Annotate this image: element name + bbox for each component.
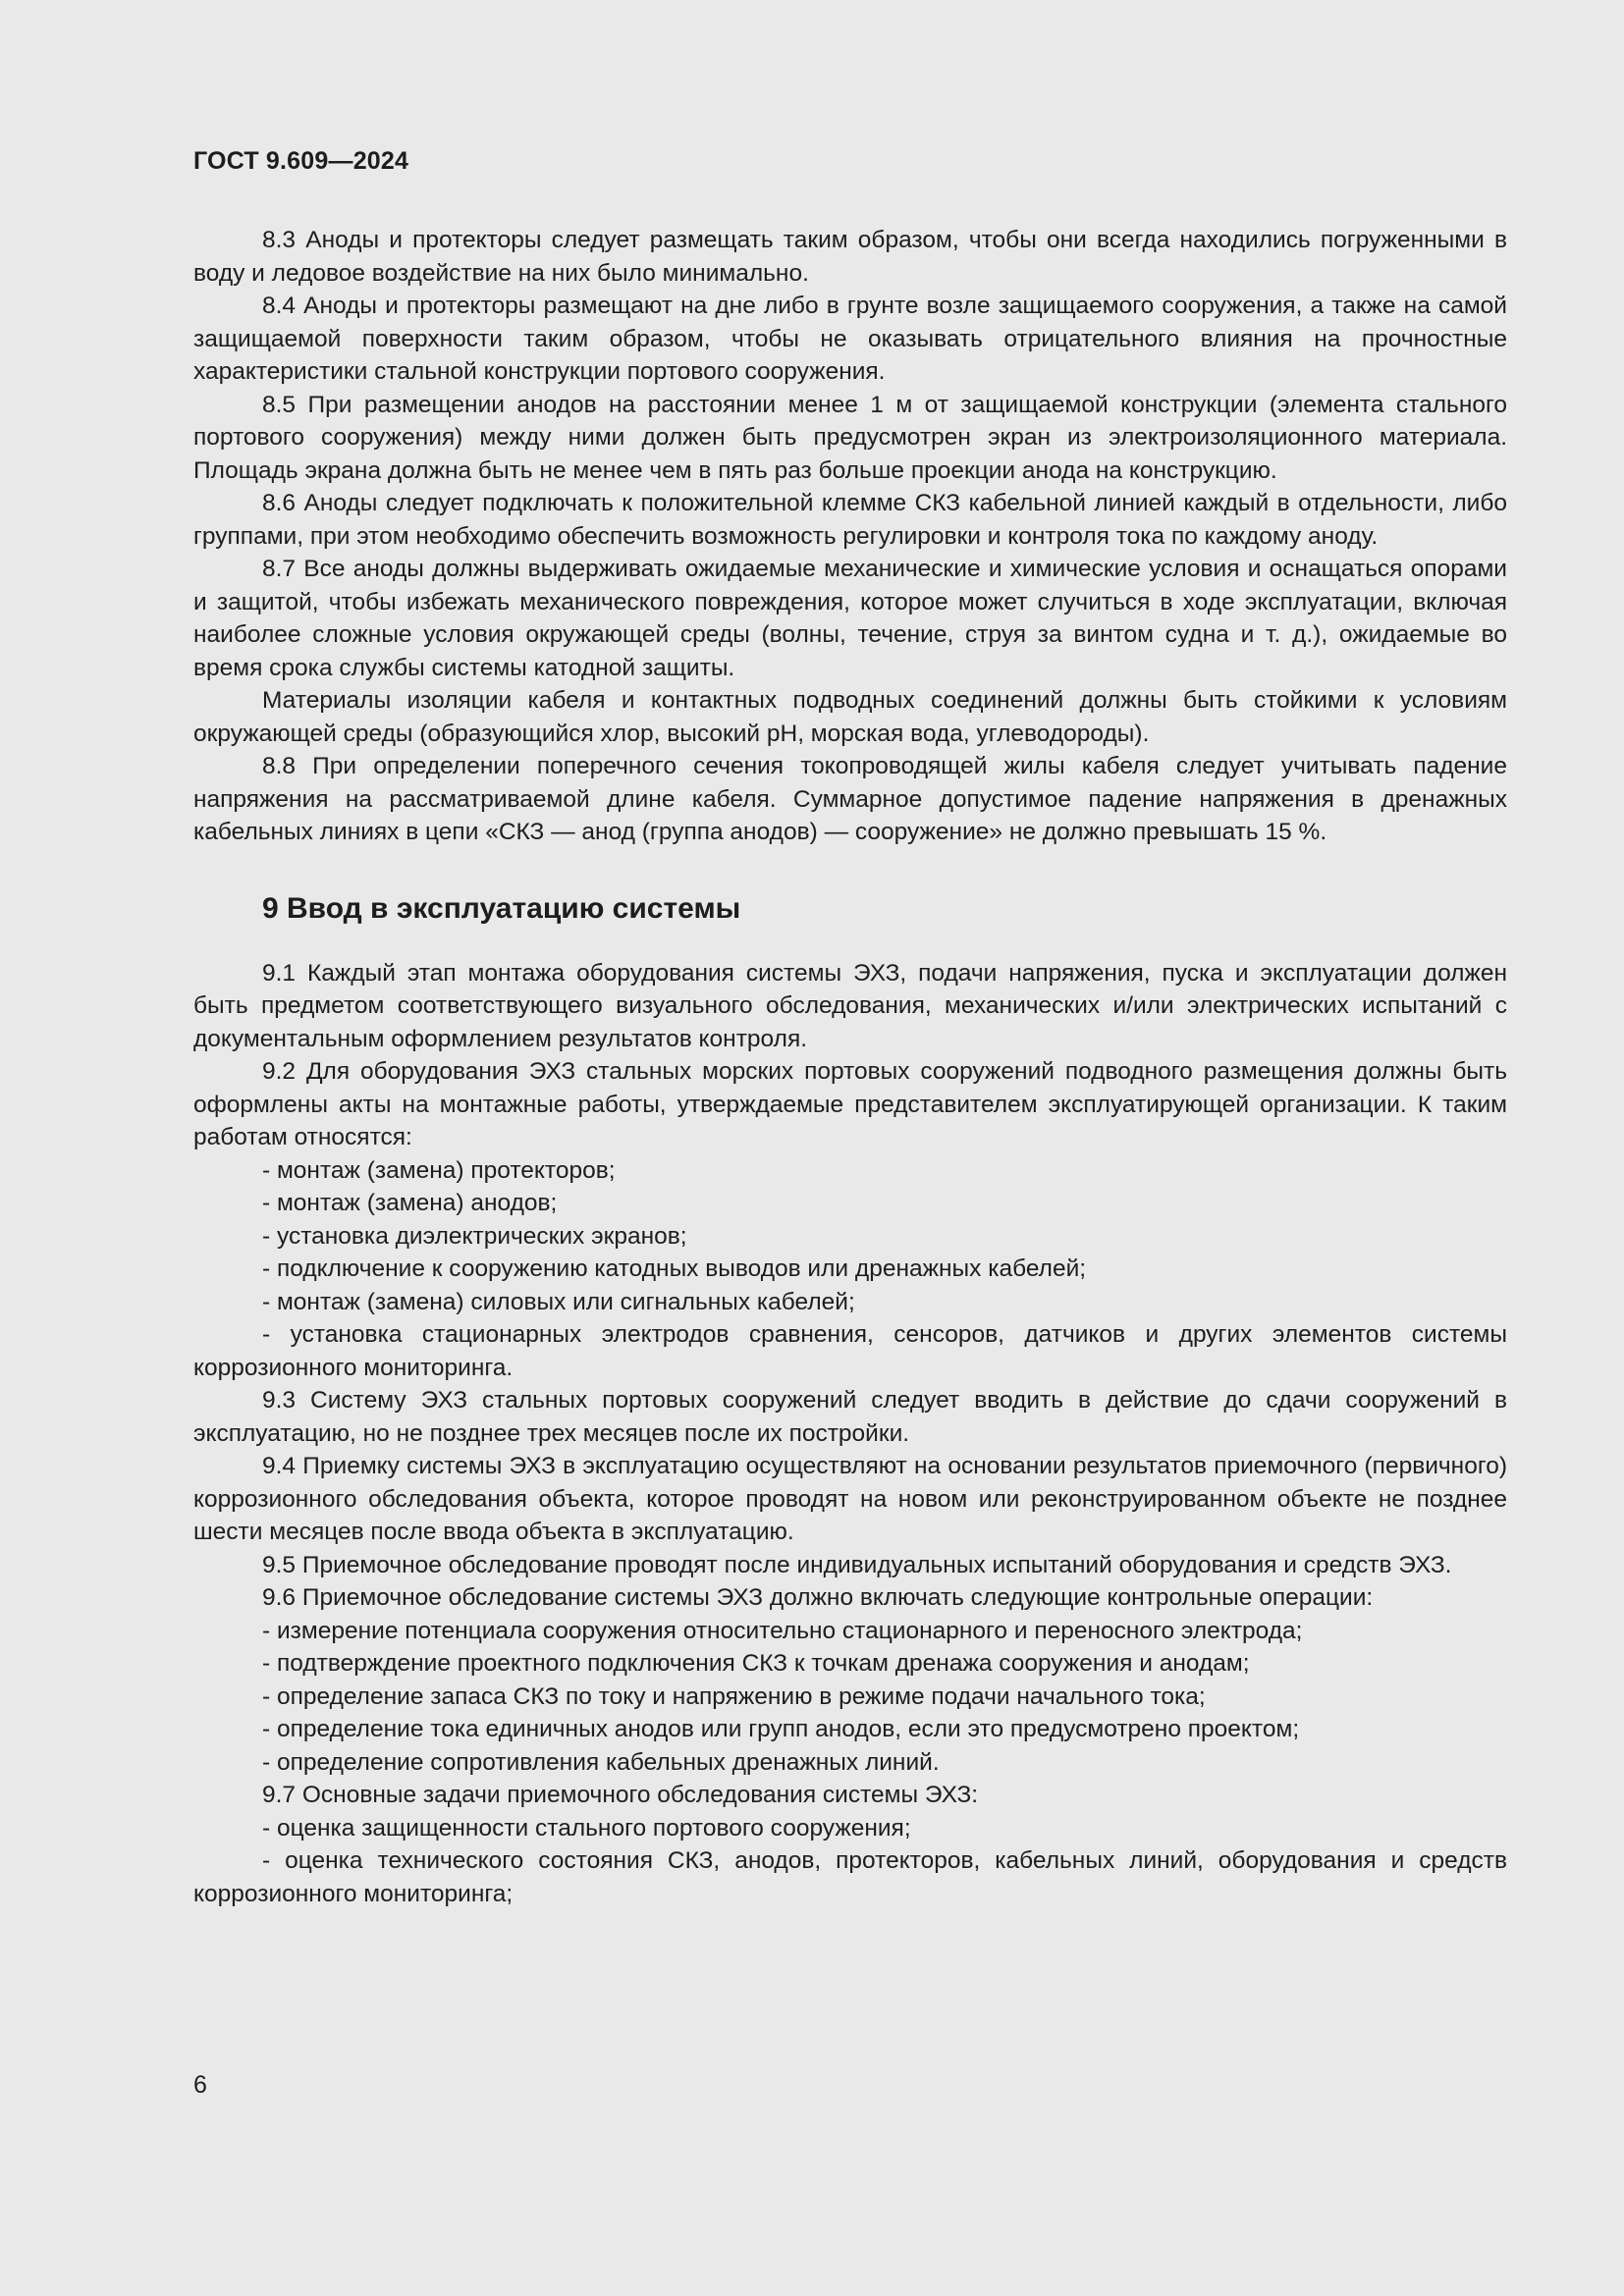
list-item: - оценка технического состояния СКЗ, анодов, протекторов, кабельных линий, оборудования и средств коррозионного мониторинга;	[193, 1847, 1507, 1907]
clause-8-3: 8.3 Аноды и протекторы следует размещать таким образом, чтобы они всегда находились погруженными в воду и ледовое воздействие на них было минимально.	[193, 227, 1507, 287]
list-item: - определение тока единичных анодов или групп анодов, если это предусмотрено проектом;	[262, 1716, 1300, 1742]
list-item: - монтаж (замена) анодов;	[262, 1190, 558, 1216]
clause-8-6: 8.6 Аноды следует подключать к положительной клемме СКЗ кабельной линией каждый в отдельности, либо группами, при этом необходимо обеспечить возможность регулировки и контроля тока по каждому аноду.	[193, 490, 1507, 550]
clause-9-2: 9.2 Для оборудования ЭХЗ стальных морских портовых сооружений подводного размещения должны быть оформлены акты на монтажные работы, утверждаемые представителем эксплуатирующей организации. К таким работам относятся:	[193, 1058, 1507, 1150]
clause-8-8: 8.8 При определении поперечного сечения токопроводящей жилы кабеля следует учитывать падение напряжения на рассматриваемой длине кабеля. Суммарное допустимое падение напряжения в дренажных кабельных линиях в цепи «СКЗ — анод (группа анодов) — сооружение» не должно превышать 15 %.	[193, 753, 1507, 845]
clause-9-5: 9.5 Приемочное обследование проводят после индивидуальных испытаний оборудования и средств ЭХЗ.	[262, 1551, 1452, 1578]
document-body	[193, 224, 1507, 1910]
list-item: - установка стационарных электродов сравнения, сенсоров, датчиков и других элементов системы коррозионного мониторинга.	[193, 1321, 1507, 1381]
list-item: - измерение потенциала сооружения относительно стационарного и переносного электрода;	[262, 1617, 1303, 1644]
list-item: - определение сопротивления кабельных дренажных линий.	[262, 1748, 940, 1776]
clause-9-3: 9.3 Систему ЭХЗ стальных портовых сооружений следует вводить в действие до сдачи сооружений в эксплуатацию, но не позднее трех месяцев после их постройки.	[193, 1387, 1507, 1447]
clause-8-4: 8.4 Аноды и протекторы размещают на дне либо в грунте возле защищаемого сооружения, а также на самой защищаемой поверхности таким образом, чтобы не оказывать отрицательного влияния на прочностные характеристики стальной конструкции портового сооружения.	[193, 293, 1507, 385]
page-number: 6	[193, 2071, 207, 2099]
list-item: - подключение к сооружению катодных выводов или дренажных кабелей;	[262, 1255, 1087, 1282]
list-item: - подтверждение проектного подключения СКЗ к точкам дренажа сооружения и анодам;	[262, 1650, 1250, 1677]
list-item: - монтаж (замена) протекторов;	[262, 1156, 616, 1184]
clause-8-5: 8.5 При размещении анодов на расстоянии менее 1 м от защищаемой конструкции (элемента стального портового сооружения) между ними должен быть предусмотрен экран из электроизоляционного материала. Площадь экрана должна быть не менее чем в пять раз больше проекции анода на конструкцию.	[193, 391, 1507, 484]
clause-9-6: 9.6 Приемочное обследование системы ЭХЗ должно включать следующие контрольные операции:	[262, 1584, 1374, 1611]
section-9-title: 9 Ввод в эксплуатацию системы	[262, 891, 741, 925]
clause-8-7: 8.7 Все аноды должны выдерживать ожидаемые механические и химические условия и оснащаться опорами и защитой, чтобы избежать механического повреждения, которое может случиться в ходе эксплуатации, включая наиболее сложные условия окружающей среды (волны, течение, струя за винтом судна и т. д.), ожидаемые во время срока службы системы катодной защиты.	[193, 556, 1507, 681]
clause-8-7-continuation: Материалы изоляции кабеля и контактных подводных соединений должны быть стойкими к условиям окружающей среды (образующийся хлор, высокий pH, морская вода, углеводороды).	[193, 687, 1507, 747]
list-item: - установка диэлектрических экранов;	[262, 1222, 687, 1250]
list-item: - монтаж (замена) силовых или сигнальных кабелей;	[262, 1288, 855, 1315]
clause-9-4: 9.4 Приемку системы ЭХЗ в эксплуатацию осуществляют на основании результатов приемочного (первичного) коррозионного обследования объекта, которое проводят на новом или реконструированном объекте не позднее шести месяцев после ввода объекта в эксплуатацию.	[193, 1453, 1507, 1545]
document-header: ГОСТ 9.609—2024	[193, 147, 409, 175]
list-item: - оценка защищенности стального портового сооружения;	[262, 1814, 911, 1842]
clause-9-7: 9.7 Основные задачи приемочного обследования системы ЭХЗ:	[262, 1782, 979, 1808]
list-item: - определение запаса СКЗ по току и напряжению в режиме подачи начального тока;	[262, 1682, 1206, 1710]
clause-9-1: 9.1 Каждый этап монтажа оборудования системы ЭХЗ, подачи напряжения, пуска и эксплуатации должен быть предметом соответствующего визуального обследования, механических и/или электрических испытаний с документальным оформлением результатов контроля.	[193, 959, 1507, 1052]
